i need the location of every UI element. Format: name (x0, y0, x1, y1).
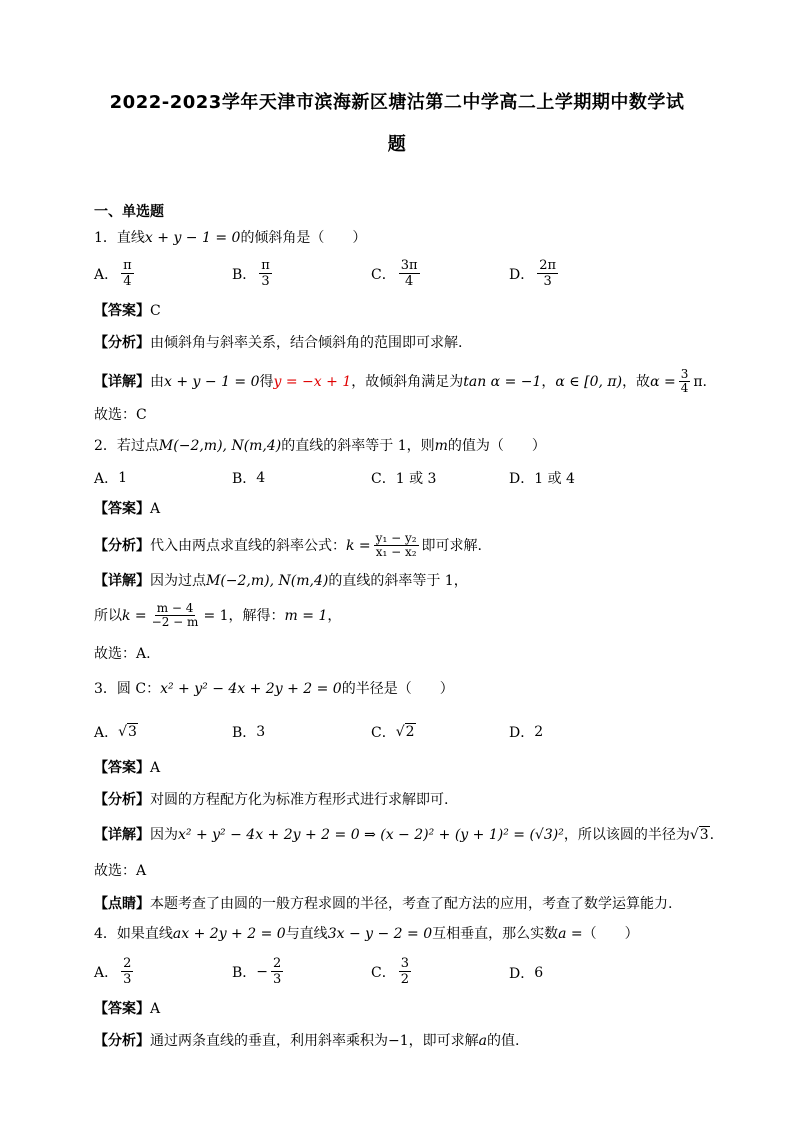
q2-answer: 【答案】A (94, 501, 161, 517)
q2-analysis: 【分析】 代入由两点求直线的斜率公式： k = $\frac{\text{y₁ − y₂}}{\text{x₁ − x₂}}$ 即可求解. (94, 531, 482, 559)
document-title-line2: 题 (387, 134, 407, 155)
q4-option-c: C． $\frac{3}{2}$ (371, 956, 409, 987)
q3-option-d: D． 2 (509, 724, 544, 741)
q2-choose: 故选：A. (94, 646, 151, 662)
question-2-stem: 2．若过点M(−2,m), N(m,4)的直线的斜率等于 1，则m的值为（ ） (94, 438, 546, 454)
q4-option-a: A． $\frac{2}{3}$ (94, 956, 132, 987)
highlighted-equation: y = −x + 1 (273, 373, 352, 390)
q1-option-b: B． $\frac{\pi}{3}$ (232, 258, 270, 289)
q4-analysis: 【分析】通过两条直线的垂直，利用斜率乘积为−1，即可求解a的值. (94, 1033, 520, 1049)
q2-option-d: D． 1 或 4 (509, 471, 575, 487)
q3-option-a: A． √3 (94, 724, 137, 741)
q1-option-a: A． $\frac{\pi}{4}$ (94, 258, 132, 289)
q4-option-b: B． − $\frac{2}{3}$ (232, 956, 282, 987)
question-1-stem: 1．直线x + y − 1 = 0的倾斜角是（ ） (94, 230, 367, 246)
sqrt-symbol: √2 (395, 724, 415, 740)
q1-option-c: C． $\frac{3\pi}{4}$ (371, 258, 418, 289)
q2-option-a: A． 1 (94, 470, 128, 487)
document-title-line1: 2022-2023学年天津市滨海新区塘沽第二中学高二上学期期中数学试 (109, 92, 685, 113)
q3-choose: 故选：A (94, 863, 147, 879)
q1-choose: 故选：C (94, 407, 147, 423)
section-heading: 一、单选题 (94, 204, 164, 220)
q2-option-b: B． 4 (232, 470, 266, 487)
question-4-stem: 4．如果直线ax + 2y + 2 = 0与直线3x − y − 2 = 0互相垂直，那么实数a =（ ） (94, 926, 639, 942)
q4-option-d: D． 6 (509, 965, 544, 982)
q1-option-d: D． $\frac{2\pi}{3}$ (509, 258, 557, 289)
q1-answer: 【答案】C (94, 303, 161, 319)
q3-detail: 【详解】因为x² + y² − 4x + 2y + 2 = 0 ⇒ (x − 2)² + (y + 1)² = (√3)²，所以该圆的半径为√3. (94, 827, 715, 843)
sqrt-symbol: √3 (118, 724, 137, 740)
question-3-stem: 3．圆 C：x² + y² − 4x + 2y + 2 = 0的半径是（ ） (94, 681, 454, 697)
q4-answer: 【答案】A (94, 1001, 161, 1017)
q3-option-c: C． √2 (371, 724, 415, 741)
q3-comment: 【点睛】本题考查了由圆的一般方程求圆的半径，考查了配方法的应用，考查了数学运算能力. (94, 896, 673, 912)
equation: x + y − 1 = 0 (144, 230, 241, 246)
q3-option-b: B． 3 (232, 724, 266, 741)
q1-analysis: 【分析】由倾斜角与斜率关系，结合倾斜角的范围即可求解. (94, 335, 463, 351)
q2-option-c: C． 1 或 3 (371, 471, 437, 487)
q1-detail: 【详解】 由 x + y − 1 = 0 得 y = −x + 1 ，故倾斜角满足为 tan α = −1 ， α ∈ [0, π) ，故 α = $\frac{3}{4}$ π. (94, 367, 707, 395)
q3-answer: 【答案】A (94, 760, 161, 776)
q2-detail: 【详解】因为过点M(−2,m), N(m,4)的直线的斜率等于 1， (94, 573, 468, 589)
q2-detail-line2: 所以 k = $\frac{m - 4}{-2 - m}$ = 1，解得： m = 1 ， (94, 601, 342, 629)
q3-analysis: 【分析】对圆的方程配方化为标准方程形式进行求解即可. (94, 792, 449, 808)
